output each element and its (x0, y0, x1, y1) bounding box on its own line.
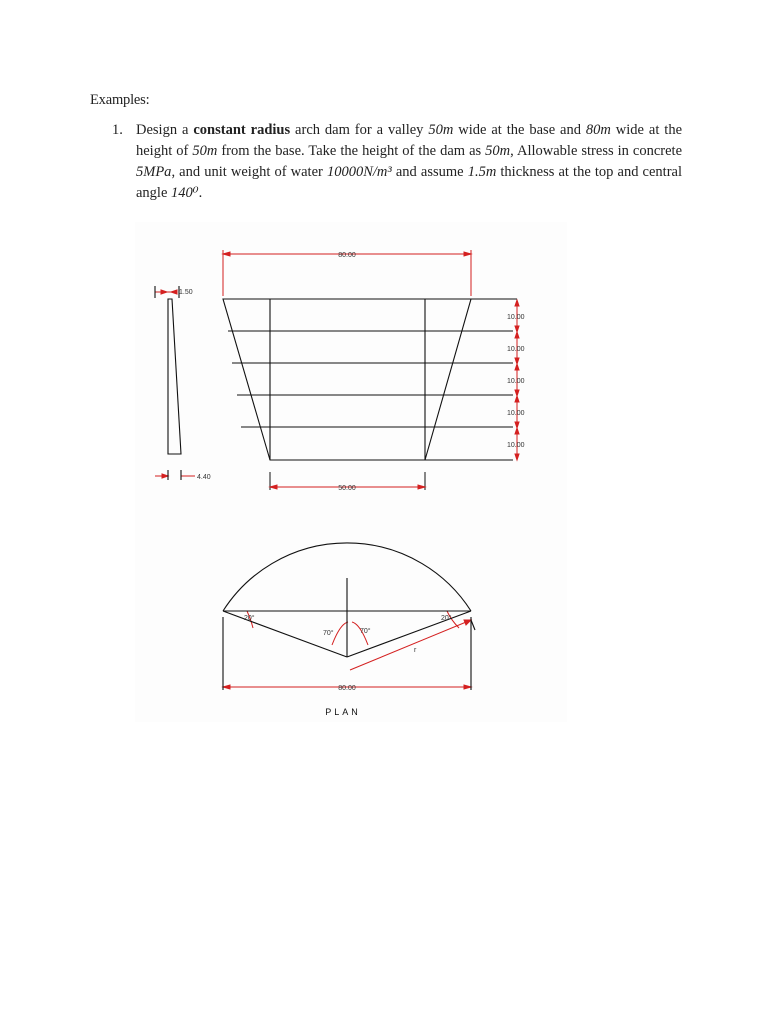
arrowhead (515, 454, 519, 460)
text-segment: and assume (391, 164, 468, 180)
arrowhead (464, 685, 471, 689)
text-segment: arch dam for a valley (290, 122, 429, 138)
problem-item (112, 120, 682, 204)
arrowhead (161, 290, 167, 294)
plan-label: PLAN (325, 707, 361, 717)
dam-section-profile (168, 299, 181, 454)
lift-height-label: 10.00 (507, 410, 525, 417)
heading: Examples: (90, 92, 150, 108)
math-value: 1.5m (467, 164, 497, 180)
arrowhead (171, 290, 177, 294)
angle-arc (332, 622, 348, 645)
angle-label-right-outer: 20° (441, 615, 452, 622)
arrowhead (515, 300, 519, 306)
math-value: 140⁰ (171, 185, 199, 201)
text-segment: , Allowable stress in concrete (510, 143, 683, 159)
dam-drawing (135, 222, 567, 722)
arrowhead (418, 485, 425, 489)
angle-label-left-center: 70° (323, 630, 334, 637)
text-segment: thickness at the top and central angle (136, 164, 682, 201)
arrowhead (464, 252, 471, 256)
arrowhead (162, 474, 168, 478)
item-number: 1. (112, 122, 123, 138)
plan-width-label: 80.00 (338, 685, 356, 692)
math-value: 80m (585, 122, 611, 138)
angle-label-right-center: 70° (360, 628, 371, 635)
lift-height-label: 10.00 (507, 346, 525, 353)
radius-tick (471, 620, 475, 630)
arrowhead (464, 620, 471, 625)
lift-height-label: 10.00 (507, 442, 525, 449)
lift-height-label: 10.00 (507, 378, 525, 385)
text-segment: wide at the height of (136, 122, 683, 159)
math-value: 10000N/m³ (326, 164, 392, 180)
arrowhead (223, 252, 230, 256)
base-thickness-label: 4.40 (197, 474, 211, 481)
lift-height-label: 10.00 (507, 314, 525, 321)
top-thickness-label: 1.50 (179, 289, 193, 296)
base-width-label: 50.00 (338, 485, 356, 492)
text-segment: wide at the base and (453, 122, 586, 138)
math-value: 5MPa (136, 164, 172, 180)
angle-label-left-outer: 20° (244, 615, 255, 622)
arrowhead (223, 685, 230, 689)
text-segment: . (198, 185, 203, 201)
math-value: 50m (428, 122, 454, 138)
arrowhead (270, 485, 277, 489)
text-segment: , and unit weight of water (171, 164, 327, 180)
math-value: 50m (485, 143, 511, 159)
problem-text (136, 120, 682, 204)
radius-label: r (414, 647, 417, 654)
bold-term: constant radius (193, 122, 291, 138)
top-width-label: 80.00 (338, 252, 356, 259)
dam-figure (135, 222, 567, 722)
dam-elevation-outline (223, 299, 471, 460)
text-segment: from the base. Take the height of the dam as (217, 143, 486, 159)
text-segment: Design a (136, 122, 194, 138)
math-value: 50m (192, 143, 218, 159)
